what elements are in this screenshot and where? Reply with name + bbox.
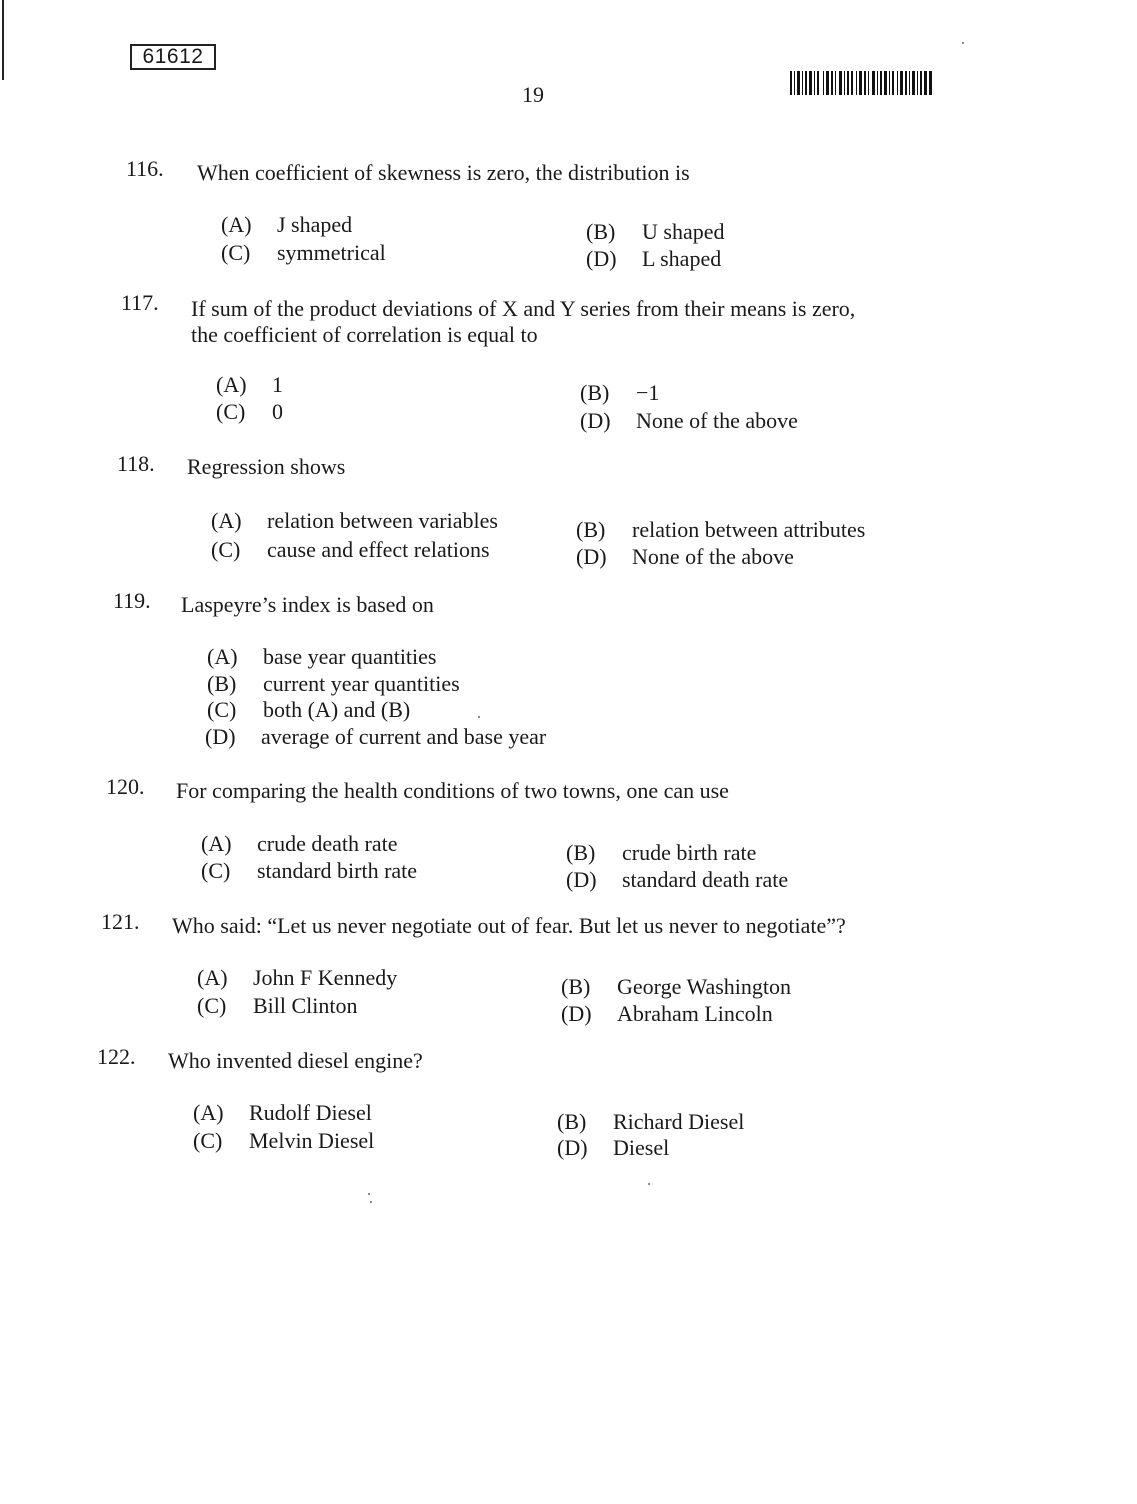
option-text: J shaped xyxy=(277,212,353,237)
option-letter: (B) xyxy=(561,974,591,999)
option-letter: (A) xyxy=(216,372,247,397)
option-letter: (C) xyxy=(201,858,231,883)
scan-speck xyxy=(478,716,480,718)
option-text: current year quantities xyxy=(263,671,460,696)
option-letter: (A) xyxy=(221,212,252,237)
question-number: 117. xyxy=(121,290,159,315)
option-b xyxy=(586,219,724,245)
option-a xyxy=(221,212,352,238)
option-text: Rudolf Diesel xyxy=(249,1100,372,1125)
option-a xyxy=(197,965,397,991)
scan-speck xyxy=(370,1201,372,1203)
option-text: crude death rate xyxy=(257,831,398,856)
option-letter: (B) xyxy=(566,840,596,865)
option-d xyxy=(586,246,721,272)
option-letter: (B) xyxy=(207,671,237,696)
option-text: crude birth rate xyxy=(622,840,757,865)
option-c xyxy=(211,537,490,563)
scan-speck xyxy=(962,42,964,44)
option-text: 0 xyxy=(272,399,283,424)
option-letter: (C) xyxy=(207,697,237,722)
question-text: Regression shows xyxy=(187,454,346,479)
scan-speck xyxy=(368,1193,370,1195)
question-number: 119. xyxy=(113,588,151,613)
question-text: Who said: “Let us never negotiate out of fear. But let us never to negotiate”? xyxy=(172,913,846,938)
option-letter: (D) xyxy=(576,544,607,569)
option-text: standard birth rate xyxy=(257,858,418,883)
option-d xyxy=(205,724,546,750)
question-text: Who invented diesel engine? xyxy=(168,1048,423,1073)
option-text: Richard Diesel xyxy=(613,1109,745,1134)
question-number: 116. xyxy=(126,156,164,181)
option-b xyxy=(557,1109,744,1135)
question-text: For comparing the health conditions of two towns, one can use xyxy=(176,778,729,803)
option-letter: (C) xyxy=(216,399,246,424)
option-text: None of the above xyxy=(632,544,794,569)
option-letter: (B) xyxy=(580,380,610,405)
paper-code-box: 61612 xyxy=(130,44,216,70)
option-text: −1 xyxy=(636,380,660,405)
question-number: 122. xyxy=(97,1044,136,1069)
option-b xyxy=(576,517,865,543)
option-d xyxy=(566,867,788,893)
option-a xyxy=(207,644,437,670)
option-text: Melvin Diesel xyxy=(249,1128,375,1153)
question-number: 120. xyxy=(106,774,145,799)
option-letter: (B) xyxy=(557,1109,587,1134)
option-a xyxy=(216,372,283,398)
question-text: Laspeyre’s index is based on xyxy=(181,592,434,617)
option-b xyxy=(566,840,756,866)
option-letter: (B) xyxy=(576,517,606,542)
option-a xyxy=(211,508,498,534)
option-letter: (D) xyxy=(205,724,236,749)
option-letter: (D) xyxy=(580,408,611,433)
option-letter: (A) xyxy=(211,508,242,533)
option-letter: (C) xyxy=(197,993,227,1018)
option-b xyxy=(207,671,460,697)
question-number: 121. xyxy=(101,909,140,934)
option-text: relation between attributes xyxy=(632,517,866,542)
option-letter: (C) xyxy=(211,537,241,562)
option-c xyxy=(201,858,417,884)
option-c xyxy=(207,697,410,723)
scan-speck xyxy=(648,1183,650,1185)
page-number: 19 xyxy=(522,82,544,107)
question-text: When coefficient of skewness is zero, the distribution is xyxy=(197,160,690,185)
question-number: 118. xyxy=(117,451,155,476)
option-text: standard death rate xyxy=(622,867,789,892)
option-letter: (C) xyxy=(221,240,251,265)
option-text: average of current and base year xyxy=(261,724,547,749)
option-letter: (D) xyxy=(586,246,617,271)
option-c xyxy=(197,993,358,1019)
option-c xyxy=(193,1128,374,1154)
option-letter: (A) xyxy=(207,644,238,669)
barcode xyxy=(790,71,932,95)
option-letter: (D) xyxy=(566,867,597,892)
option-b xyxy=(561,974,791,1000)
option-b xyxy=(580,380,659,406)
option-text: relation between variables xyxy=(267,508,498,533)
option-text: 1 xyxy=(272,372,283,397)
question-text-line-1: If sum of the product deviations of X and Y series from their means is zero, xyxy=(191,296,856,321)
option-letter: (D) xyxy=(557,1135,588,1160)
option-c xyxy=(221,240,386,266)
option-text: symmetrical xyxy=(277,240,386,265)
option-letter: (C) xyxy=(193,1128,223,1153)
option-letter: (A) xyxy=(197,965,228,990)
option-a xyxy=(193,1100,372,1126)
option-letter: (A) xyxy=(193,1100,224,1125)
option-text: base year quantities xyxy=(263,644,437,669)
option-text: George Washington xyxy=(617,974,792,999)
option-text: None of the above xyxy=(636,408,798,433)
option-text: both (A) and (B) xyxy=(263,697,411,722)
option-d xyxy=(557,1135,669,1161)
option-letter: (D) xyxy=(561,1001,592,1026)
option-d xyxy=(576,544,794,570)
option-d xyxy=(580,408,798,434)
option-letter: (A) xyxy=(201,831,232,856)
option-text: Bill Clinton xyxy=(253,993,358,1018)
option-a xyxy=(201,831,397,857)
option-text: Abraham Lincoln xyxy=(617,1001,773,1026)
option-letter: (B) xyxy=(586,219,616,244)
option-d xyxy=(561,1001,773,1027)
option-text: L shaped xyxy=(642,246,722,271)
option-c xyxy=(216,399,283,425)
option-text: cause and effect relations xyxy=(267,537,490,562)
option-text: U shaped xyxy=(642,219,725,244)
question-text-line-2: the coefficient of correlation is equal to xyxy=(191,322,538,347)
option-text: Diesel xyxy=(613,1135,670,1160)
option-text: John F Kennedy xyxy=(253,965,398,990)
page-edge-line xyxy=(2,0,4,80)
